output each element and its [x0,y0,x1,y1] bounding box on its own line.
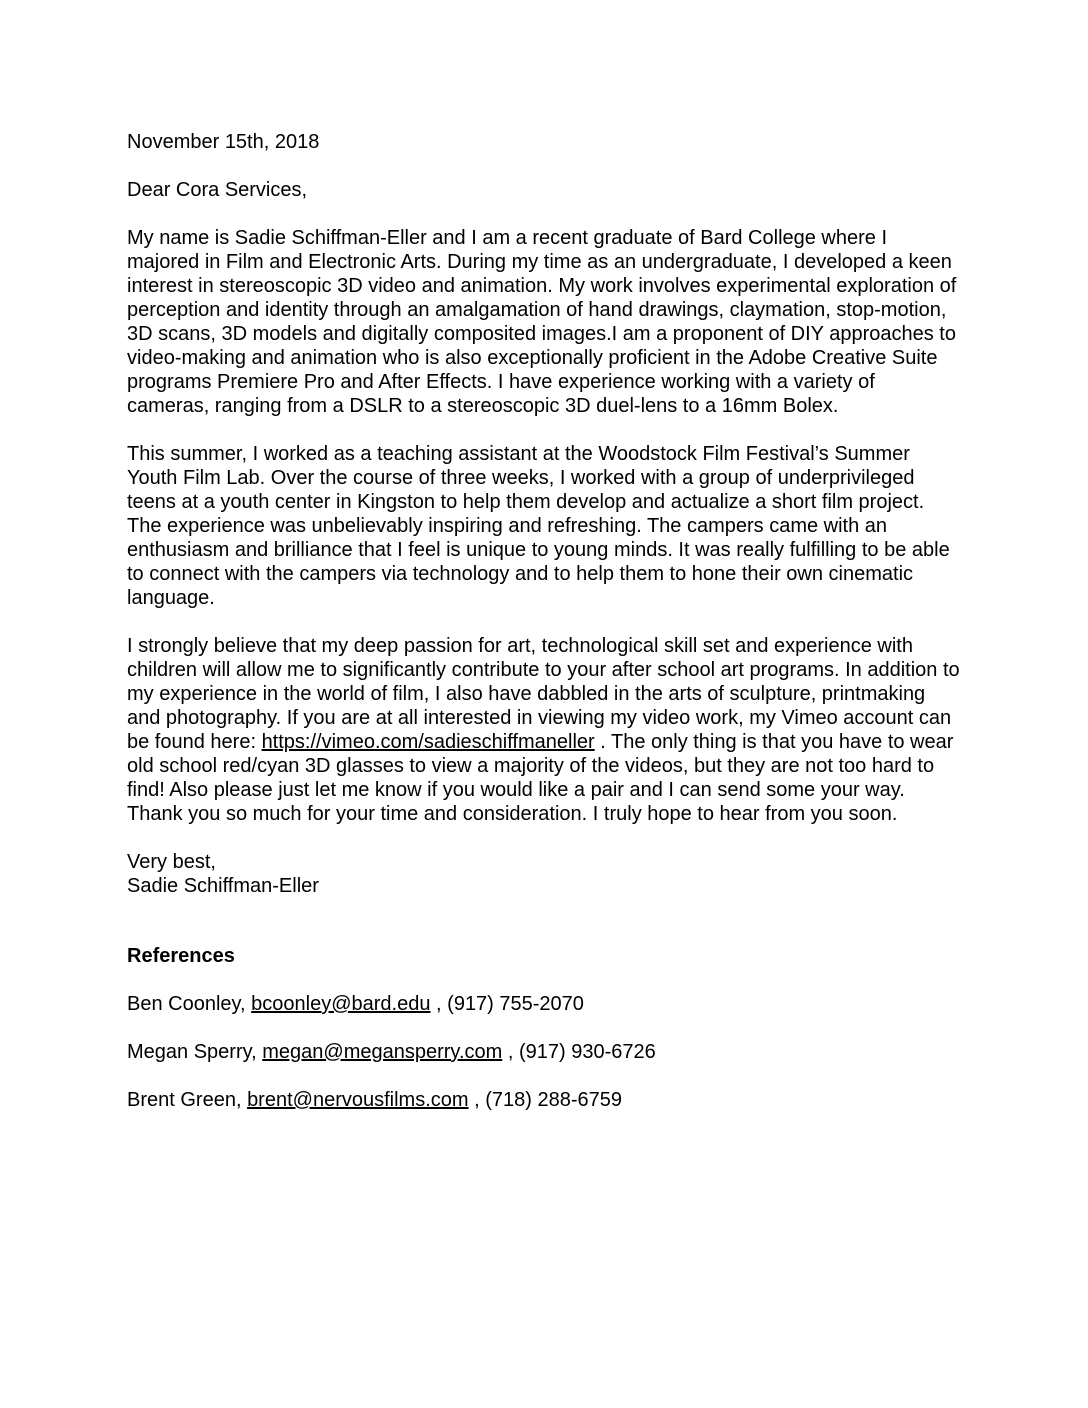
reference-email-link[interactable]: megan@megansperry.com [262,1041,503,1063]
references-heading: References [127,945,235,967]
letter-date: November 15th, 2018 [127,131,320,153]
letter-paragraph-experience: This summer, I worked as a teaching assistant at the Woodstock Film Festival’s Summer Youth Film Lab. Over the course of three weeks, I worked with a group of underprivileged teens at a youth center in Kingston to help them develop and actualize a short film project. The experience was unbelievably inspiring and refreshing. The campers came with an enthusiasm and brilliance that I feel is unique to young minds. It was really fulfilling to be able to connect with the campers via technology and to help them to hone their own cinematic language. [127,443,950,609]
reference-name: Megan Sperry, [127,1041,263,1063]
reference-name: Brent Green, [127,1089,248,1111]
letter-paragraph-intro: My name is Sadie Schiffman-Eller and I am a recent graduate of Bard College where I majored in Film and Electronic Arts. During my time as an undergraduate, I developed a keen interest in stereoscopic 3D video and animation. My work involves experimental exploration of perception and identity through an amalgamation of hand drawings, claymation, stop-motion, 3D scans, 3D models and digitally composited images.I am a proponent of DIY approaches to video-making and animation who is also exceptionally proficient in the Adobe Creative Suite programs Premiere Pro and After Effects. I have experience working with a variety of cameras, ranging from a DSLR to a stereoscopic 3D duel-lens to a 16mm Bolex. [127,227,957,417]
reference-phone: , (718) 288-6759 [468,1089,622,1111]
reference-name: Ben Coonley, [127,993,252,1015]
letter-paragraph-closing [127,634,960,826]
closing-text-after-link: . The only thing is that you have to wear old school red/cyan 3D glasses to view a majority of the videos, but they are not too hard to find! Also please just let me know if you would like a pair and I can send some your way. Thank you so much for your time and consideration. I truly hope to hear from you soon. [127,731,954,825]
reference-line-brent-green [127,1088,960,1112]
signoff-valediction: Very best, [127,851,216,873]
reference-line-ben-coonley [127,992,960,1016]
vimeo-link[interactable]: https://vimeo.com/sadieschiffmaneller [261,731,595,753]
reference-email-link[interactable]: bcoonley@bard.edu [251,993,431,1015]
reference-email-link[interactable]: brent@nervousfilms.com [247,1089,469,1111]
letter-greeting: Dear Cora Services, [127,179,308,201]
signoff-name: Sadie Schiffman-Eller [127,875,319,897]
letter-signoff [127,850,960,898]
reference-line-megan-sperry [127,1040,960,1064]
closing-text-before-link: I strongly believe that my deep passion for art, technological skill set and experience with children will allow me to significantly contribute to your after school art programs. In addition to my experience in the world of film, I also have dabbled in the arts of sculpture, printmaking and photography. If you are at all interested in viewing my video work, my Vimeo account can be found here: [127,635,960,753]
reference-phone: , (917) 930-6726 [502,1041,656,1063]
reference-phone: , (917) 755-2070 [430,993,584,1015]
